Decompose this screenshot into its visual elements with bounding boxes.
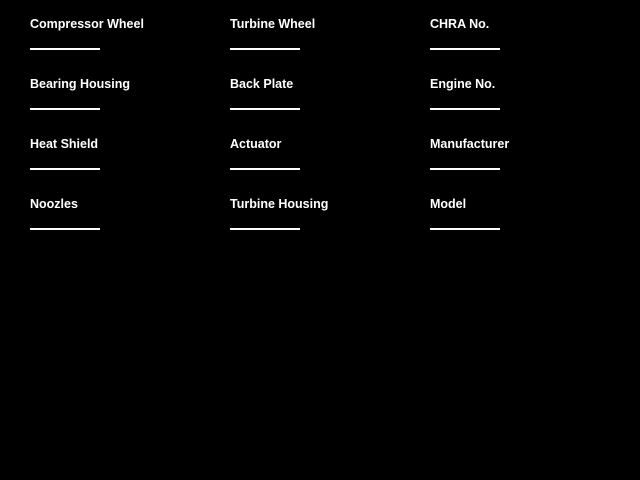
chra-no-label: CHRA No. [430,17,490,31]
chra-no-input[interactable] [430,48,500,50]
bearing-housing-input[interactable] [30,108,100,110]
bearing-housing-label: Bearing Housing [30,77,131,91]
field-manufacturer [430,137,620,170]
field-actuator [230,137,420,170]
turbine-wheel-label: Turbine Wheel [230,17,316,31]
turbine-wheel-input[interactable] [230,48,300,50]
field-bearing-housing [30,77,220,110]
field-compressor-wheel [30,17,220,50]
engine-no-label: Engine No. [430,77,496,91]
turbine-housing-label: Turbine Housing [230,197,329,211]
back-plate-input[interactable] [230,108,300,110]
heat-shield-label: Heat Shield [30,137,99,151]
field-engine-no [430,77,620,110]
back-plate-label: Back Plate [230,77,294,91]
compressor-wheel-input[interactable] [30,48,100,50]
actuator-label: Actuator [230,137,282,151]
field-noozles [30,197,220,230]
field-chra-no [430,17,620,50]
field-model [430,197,620,230]
heat-shield-input[interactable] [30,168,100,170]
turbine-housing-input[interactable] [230,228,300,230]
manufacturer-input[interactable] [430,168,500,170]
noozles-label: Noozles [30,197,78,211]
noozles-input[interactable] [30,228,100,230]
field-turbine-housing [230,197,420,230]
engine-no-input[interactable] [430,108,500,110]
field-back-plate [230,77,420,110]
field-heat-shield [30,137,220,170]
manufacturer-label: Manufacturer [430,137,510,151]
actuator-input[interactable] [230,168,300,170]
model-input[interactable] [430,228,500,230]
model-label: Model [430,197,467,211]
field-turbine-wheel [230,17,420,50]
compressor-wheel-label: Compressor Wheel [30,17,144,31]
